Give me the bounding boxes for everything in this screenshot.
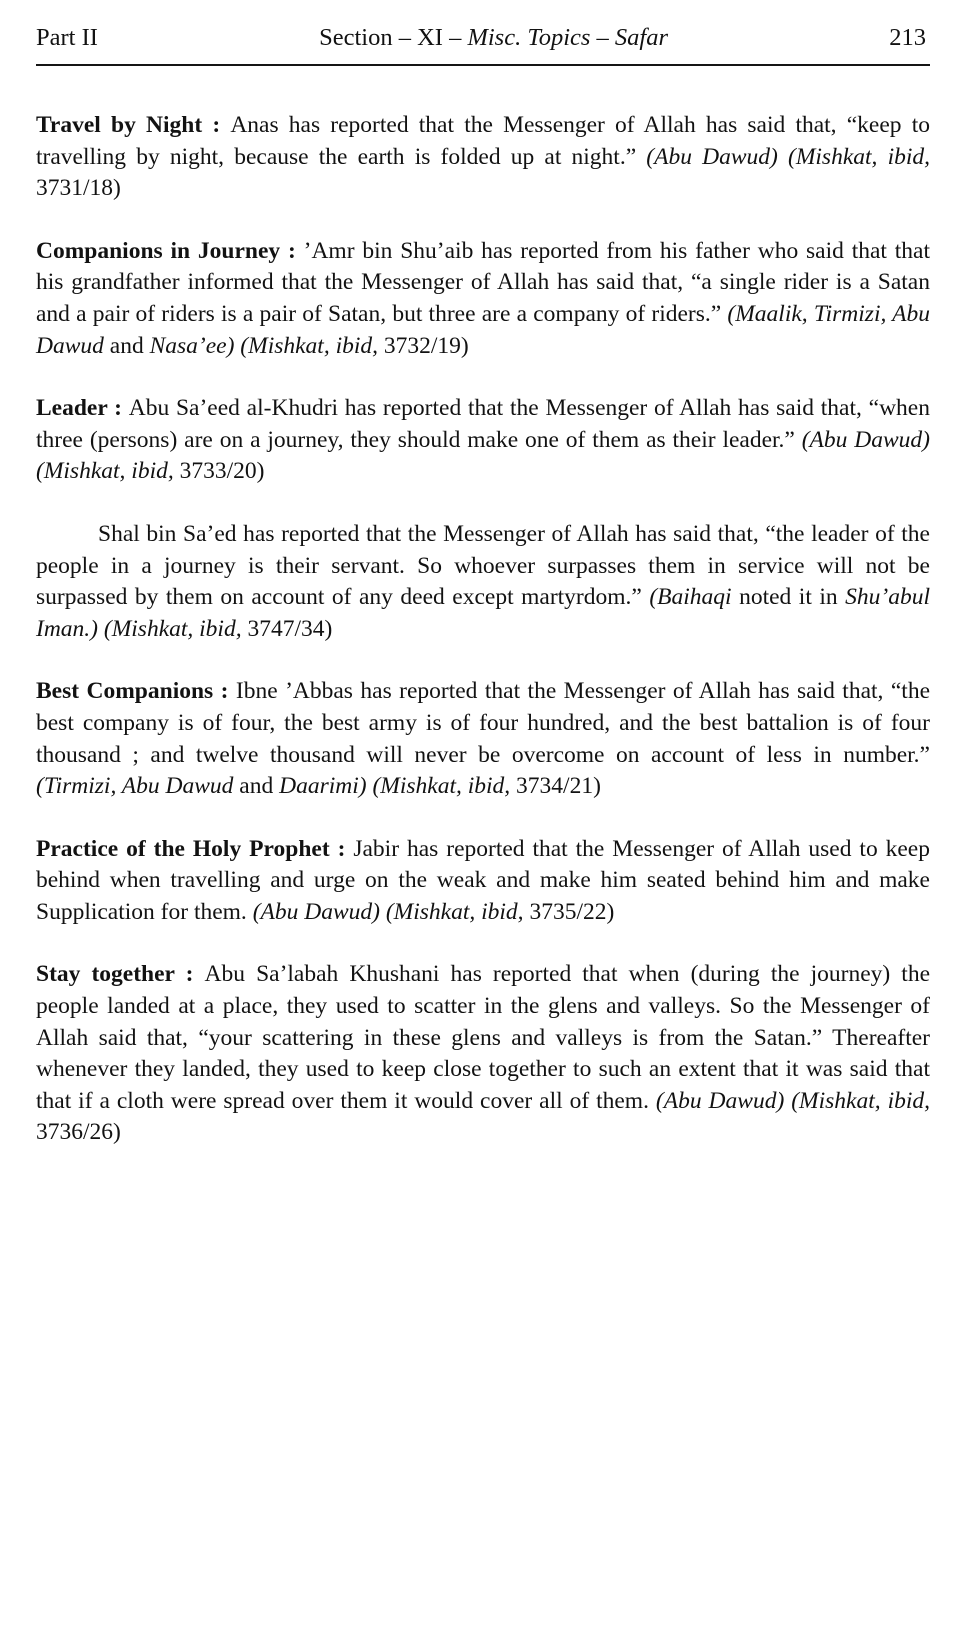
paragraph-practice-of-holy-prophet [36, 834, 930, 929]
section-title-italic: Misc. Topics – Safar [467, 24, 669, 51]
italic-text: Nasa’ee) (Mishkat, ibid, [149, 332, 379, 359]
italic-text: Daarimi) (Mishkat, ibid, [279, 773, 511, 800]
italic-text: (Baihaqi [649, 584, 732, 611]
paragraph-leader [36, 393, 930, 488]
body-text: 3736/26) [36, 1119, 121, 1146]
italic-text: (Mishkat, ibid, [36, 458, 174, 485]
body-text: Anas has reported that the Messenger of Allah has said that, “keep to travelling by night, because the earth is folded up at night.” [36, 112, 930, 170]
paragraph-travel-by-night [36, 110, 930, 205]
part-label: Part II [36, 24, 98, 51]
body-text: 3747/34) [241, 615, 333, 642]
paragraph-best-companions [36, 676, 930, 802]
body-text: 3733/20) [173, 458, 265, 485]
body-text: Ibne ’Abbas has reported that the Messenger of Allah has said that, “the best company is of four, the best army is of four hundred, and the best battalion is of four thousand ; and twelve thousand will never be overcome on account of less in number.” [36, 678, 930, 768]
bold-text: Leader : [36, 395, 129, 422]
italic-text: Shu’abul Iman.) (Mishkat, ibid, [36, 584, 930, 642]
bold-text: Stay together : [36, 961, 205, 988]
italic-text: (Abu Dawud) (Mishkat, ibid, [252, 898, 524, 925]
body-text: and [233, 773, 280, 800]
body-text: and [103, 332, 150, 359]
italic-text: (Abu Dawud) [801, 426, 931, 453]
paragraph-leader-servant [36, 519, 930, 645]
body-text: Shal bin Sa’ed has reported that the Messenger of Allah has said that, “the leader of the people in a journey is their servant. So whoever surpasses them in service will not be surpassed by them on account of any deed except martyrdom.” [36, 520, 930, 611]
body-text: ’Amr bin Shu’aib has reported from his father who said that that his grandfather informed that the Messenger of Allah has said that, “a single rider is a Satan and a pair of riders is a pair of Satan, but three are a company of riders.” [36, 237, 930, 327]
bold-text: Practice of the Holy Prophet : [36, 835, 354, 862]
paragraph-stay-together [36, 959, 930, 1149]
section-title [98, 24, 889, 52]
italic-text: (Mishkat, ibid, [788, 143, 930, 170]
page-number: 213 [889, 24, 926, 51]
body-text: noted it in [731, 584, 846, 611]
body-text: 3734/21) [510, 773, 601, 800]
italic-text: (Maalik, Tirmizi, Abu Dawud [36, 300, 930, 359]
body-text: 3735/22) [523, 898, 615, 925]
body-text: 3731/18) [36, 175, 121, 202]
paragraph-companions-in-journey [36, 236, 930, 362]
bold-text: Best Companions : [36, 678, 236, 705]
body-text: 3732/19) [378, 332, 469, 359]
section-title-plain: Section – XI – [319, 24, 468, 51]
italic-text: (Tirmizi, Abu Dawud [36, 773, 234, 800]
bold-text: Companions in Journey : [36, 237, 304, 264]
body-text: Abu Sa’labah Khushani has reported that when (during the journey) the people landed at a place, they used to scatter in the glens and valleys. So the Messenger of Allah said that, “your scattering in these glens and valleys is from the Satan.” Thereafter whenever they landed, they used to keep close together to such an extent that it was said that that if a cloth were spread over them it would cover all of them. [36, 961, 930, 1114]
body-text [778, 144, 788, 170]
italic-text: (Abu Dawud) [655, 1087, 785, 1114]
body-text: Jabir has reported that the Messenger of Allah used to keep behind when travelling and urge on the weak and make him seated behind him and make Supplication for them. [36, 835, 930, 925]
bold-text: Travel by Night : [36, 112, 231, 138]
page-header [36, 24, 930, 52]
page-content [36, 66, 930, 1149]
body-text: Abu Sa’eed al-Khudri has reported that the Messenger of Allah has said that, “when three (persons) are on a journey, they should make one of them as their leader.” [36, 395, 930, 453]
italic-text: (Abu Dawud) [646, 143, 778, 170]
italic-text: (Mishkat, ibid, [791, 1087, 931, 1114]
